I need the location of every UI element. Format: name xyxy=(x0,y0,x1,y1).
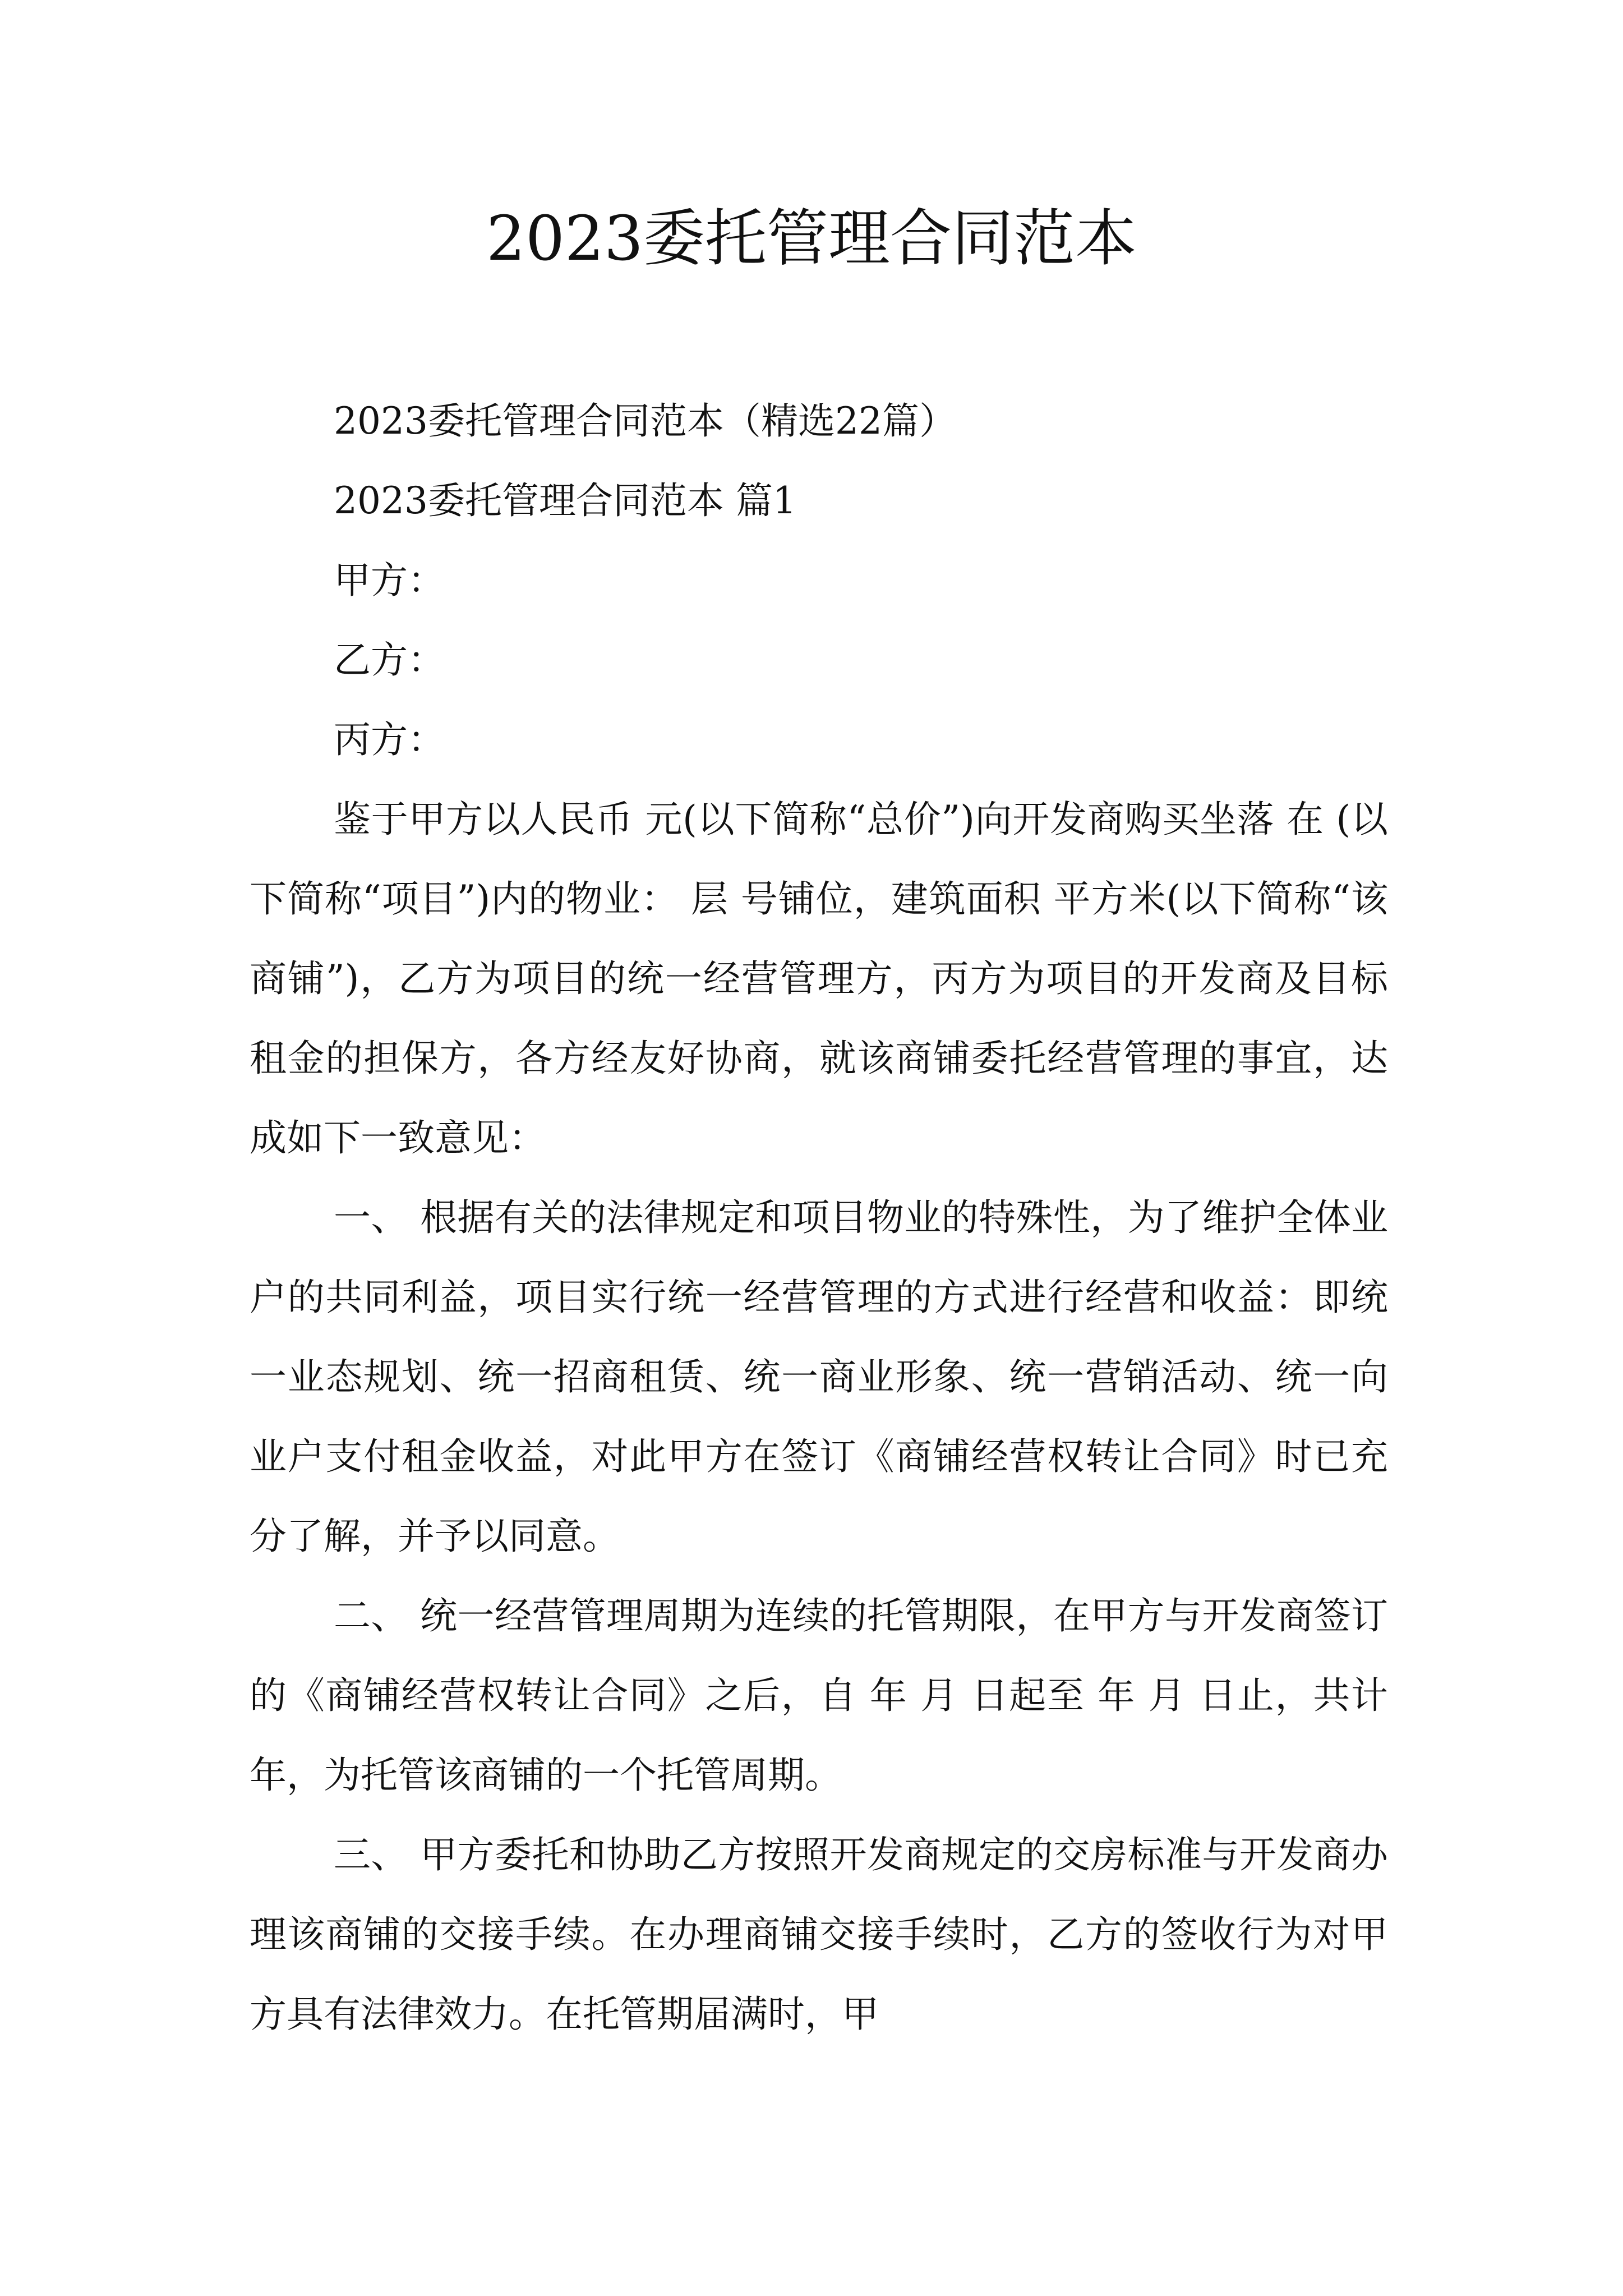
party-b-label: 乙方： xyxy=(334,638,445,682)
paragraph-clause-2: 二、 统一经营管理周期为连续的托管期限，在甲方与开发商签订的《商铺经营权转让合同》之后，自 年 月 日起至 年 月 日止，共计 年，为托管该商铺的一个托管周期。 xyxy=(250,1594,1388,1797)
document-body xyxy=(250,381,1388,2054)
document-subtitle: 2023委托管理合同范本（精选22篇） xyxy=(334,399,956,443)
document-title: 2023委托管理合同范本 xyxy=(486,203,1137,274)
section-heading: 2023委托管理合同范本 篇1 xyxy=(334,479,796,522)
party-c-label: 丙方： xyxy=(334,718,445,761)
paragraph-clause-3: 三、 甲方委托和协助乙方按照开发商规定的交房标准与开发商办理该商铺的交接手续。在办理商铺交接手续时，乙方的签收行为对甲方具有法律效力。在托管期届满时，甲 xyxy=(250,1833,1388,2036)
party-a-label: 甲方： xyxy=(334,559,445,602)
paragraph-preamble: 鉴于甲方以人民币 元(以下简称“总价”)向开发商购买坐落 在 (以下简称“项目”)内的物业： 层 号铺位，建筑面积 平方米(以下简称“该商铺”)，乙方为项目的统一经营管理方，丙方为项目的开发商及目标租金的担保方，各方经友好协商，就该商铺委托经营管理的事宜，达成如下一致意见： xyxy=(250,798,1388,1159)
paragraph-clause-1: 一、 根据有关的法律规定和项目物业的特殊性，为了维护全体业户的共同利益，项目实行统一经营管理的方式进行经营和收益：即统一业态规划、统一招商租赁、统一商业形象、统一营销活动、统一向业户支付租金收益，对此甲方在签订《商铺经营权转让合同》时已充分了解，并予以同意。 xyxy=(250,1196,1388,1558)
